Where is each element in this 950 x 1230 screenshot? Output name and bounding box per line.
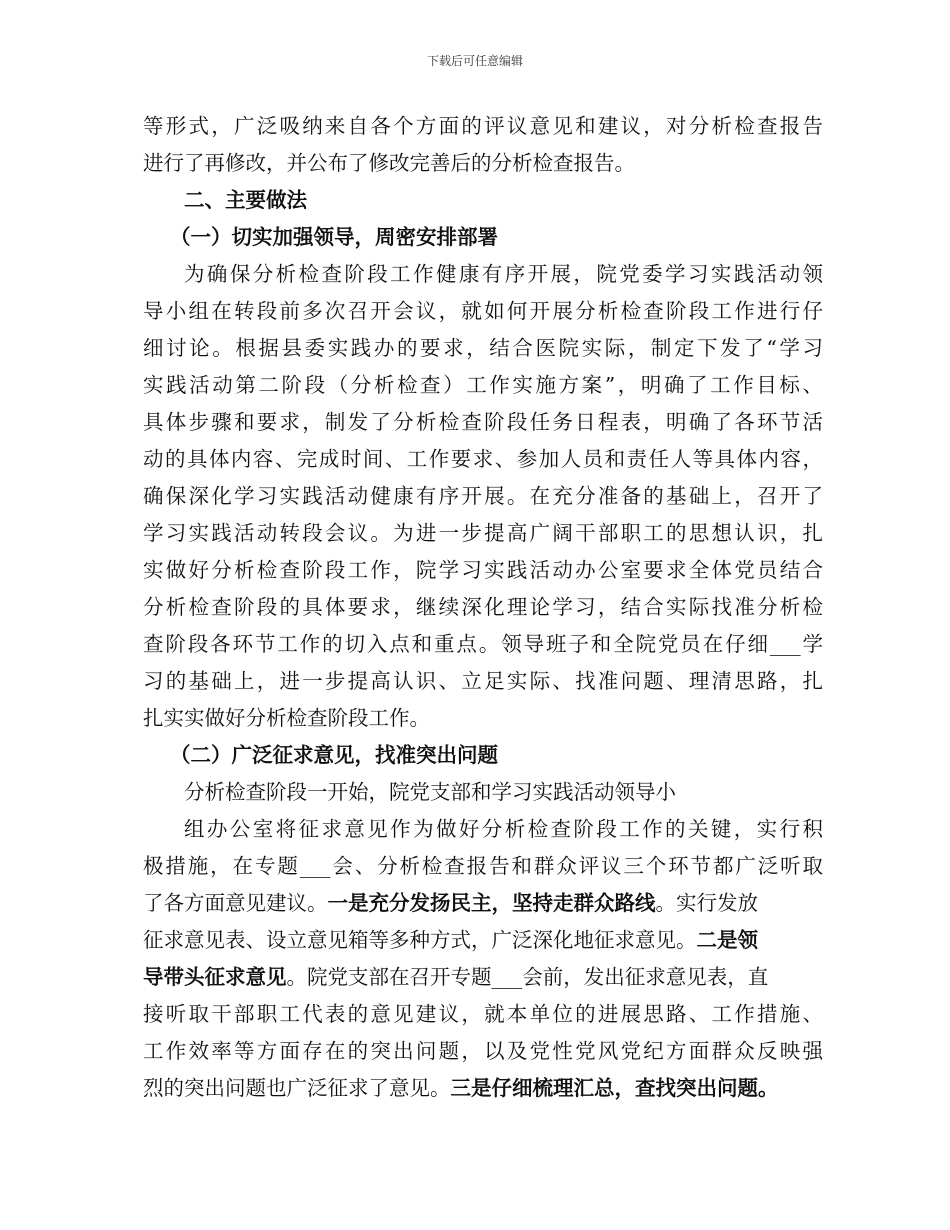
paragraph-line: 细讨论。根据县委实践办的要求，结合医院实际，制定下发了“学习 — [143, 336, 823, 360]
paragraph-line: 导小组在转段前多次召开会议，就如何开展分析检查阶段工作进行仔 — [143, 299, 823, 323]
paragraph-line — [143, 1070, 823, 1107]
plain-text: 征求意见表、设立意见箱等多种方式，广泛深化地征求意见。 — [143, 928, 697, 952]
emphasis-text: 导带头征求意见 — [143, 965, 287, 989]
paragraph-line: 确保深化学习实践活动健康有序开展。在充分准备的基础上，召开了 — [143, 484, 823, 508]
plain-text: 烈的突出问题也广泛征求了意见。 — [143, 1076, 451, 1100]
paragraph-line: 极措施，在专题___会、分析检查报告和群众评议三个环节都广泛听取 — [143, 854, 823, 878]
paragraph-line: 工作效率等方面存在的突出问题，以及党性党风党纪方面群众反映强 — [143, 1039, 823, 1063]
subsection-heading: （二）广泛征求意见，找准突出问题 — [170, 743, 498, 767]
page-header: 下载后可任意编辑 — [426, 54, 523, 68]
document-body — [143, 108, 823, 1107]
subsection-heading: （一）切实加强领导，周密安排部署 — [170, 225, 498, 249]
emphasis-text: 三是仔细梳理汇总，查找突出问题。 — [450, 1076, 779, 1100]
paragraph-line: 分析检查阶段的具体要求，继续深化理论学习，结合实际找准分析检 — [143, 595, 823, 619]
paragraph-line: 查阶段各环节工作的切入点和重点。领导班子和全院党员在仔细___学 — [143, 632, 823, 656]
paragraph-line: 接听取干部职工代表的意见建议，就本单位的进展思路、工作措施、 — [143, 1002, 823, 1026]
paragraph-line — [143, 885, 823, 922]
paragraph-line: 具体步骤和要求，制发了分析检查阶段任务日程表，明确了各环节活 — [143, 410, 823, 434]
section-heading: 二、主要做法 — [184, 188, 307, 212]
paragraph-line: 动的具体内容、完成时间、工作要求、参加人员和责任人等具体内容， — [143, 447, 823, 471]
paragraph-line: 等形式，广泛吸纳来自各个方面的评议意见和建议，对分析检查报告 — [143, 114, 823, 138]
plain-text: 了各方面意见建议。 — [143, 891, 328, 915]
paragraph-line: 扎实实做好分析检查阶段工作。 — [143, 706, 430, 730]
paragraph-line: 实践活动第二阶段（分析检查）工作实施方案”，明确了工作目标、 — [143, 373, 823, 397]
paragraph-line: 为确保分析检查阶段工作健康有序开展，院党委学习实践活动领 — [184, 262, 823, 286]
emphasis-text: 一是充分发扬民主，坚持走群众路线 — [327, 891, 656, 915]
paragraph-line: 实做好分析检查阶段工作，院学习实践活动办公室要求全体党员结合 — [143, 558, 823, 582]
paragraph-line: 学习实践活动转段会议。为进一步提高广阔干部职工的思想认识，扎 — [143, 521, 823, 545]
paragraph-line: 组办公室将征求意见作为做好分析检查阶段工作的关键，实行积 — [184, 817, 823, 841]
paragraph-line — [143, 922, 823, 959]
paragraph-line — [143, 959, 823, 996]
plain-text: 。实行发放 — [655, 891, 758, 915]
emphasis-text: 二是领 — [696, 928, 758, 952]
paragraph-line: 习的基础上，进一步提高认识、立足实际、找准问题、理清思路，扎 — [143, 669, 823, 693]
plain-text: 。院党支部在召开专题___会前，发出征求意见表，直 — [286, 965, 769, 989]
paragraph-line: 进行了再修改，并公布了修改完善后的分析检查报告。 — [143, 151, 635, 175]
paragraph-line: 分析检查阶段一开始，院党支部和学习实践活动领导小 — [184, 780, 676, 804]
